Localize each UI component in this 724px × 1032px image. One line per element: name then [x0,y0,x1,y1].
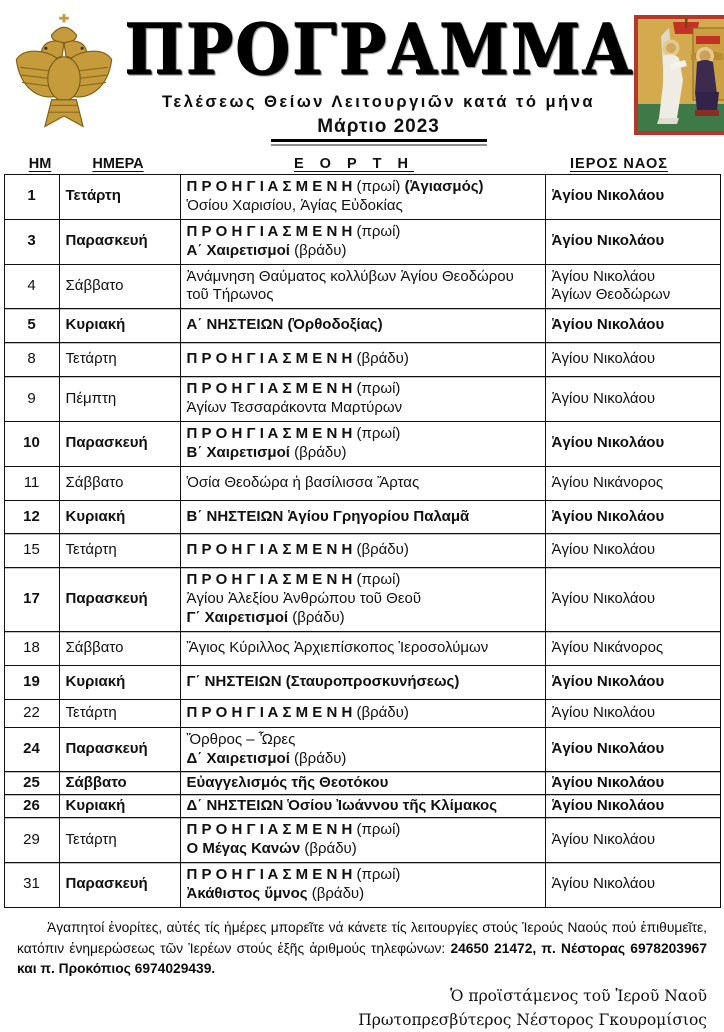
table-row [4,568,720,632]
church-cell [545,665,720,699]
feast-line: Β΄ Χαιρετισμοί (βράδυ) [186,443,347,461]
feast-line: Ἁγίου Ἀλεξίου Ἀνθρώπου τοῦ Θεοῦ [186,590,422,608]
table-row [4,219,720,264]
footer-notice [17,918,707,980]
feast-line: Ἀνάμνηση Θαύματος κολλύβων Ἁγίου Θεοδώρου [186,267,514,285]
feast-cell [180,175,545,220]
signature-block [17,984,707,1032]
church-line: Ἁγίου Νικολάου [551,773,665,791]
table-row [4,421,720,466]
church-cell [545,534,720,568]
feast-line: Γ΄ Χαιρετισμοί (βράδυ) [186,609,345,627]
signature-name: Πρωτοπρεσβύτερος Νέστορος Γκουρομίσιος [358,1010,707,1029]
day-number-cell: 18 [4,632,59,666]
feast-line: Π Ρ Ο Η Γ Ι Α Σ Μ Ε Ν Η (πρωί) [186,380,401,398]
feast-line: Ὁσίου Χαρισίου, Ἁγίας Εὐδοκίας [186,196,403,214]
feast-cell [180,309,545,343]
church-cell [545,264,720,309]
day-number-cell: 5 [4,309,59,343]
day-number-cell: 9 [4,377,59,422]
byzantine-double-headed-eagle-icon [6,8,124,141]
weekday-cell: Παρασκευή [59,863,180,908]
feast-cell [180,772,545,795]
feast-cell [180,219,545,264]
day-number-cell: 24 [4,727,59,772]
table-row [4,795,720,818]
weekday-cell: Τετάρτη [59,699,180,727]
weekday-cell: Σάββατο [59,466,180,500]
table-row [4,534,720,568]
table-row [4,632,720,666]
table-row [4,175,720,220]
table-row [4,500,720,534]
table-row [4,343,720,377]
day-number-cell: 22 [4,699,59,727]
weekday-cell: Παρασκευή [59,421,180,466]
feast-cell [180,863,545,908]
feast-line: Π Ρ Ο Η Γ Ι Α Σ Μ Ε Ν Η (βράδυ) [186,541,409,559]
weekday-cell: Σάββατο [59,264,180,309]
weekday-cell: Τετάρτη [59,343,180,377]
church-cell [545,175,720,220]
page-title: ΠΡΟΓΡΑΜΜΑ [124,7,634,91]
church-line: Ἁγίου Νικολάου [551,740,665,758]
column-header-church: ΙΕΡΟΣ ΝΑΟΣ [570,156,668,172]
feast-line: τοῦ Τήρωνος [186,286,274,304]
document-header [0,0,724,146]
church-cell [545,772,720,795]
feast-cell [180,632,545,666]
feast-line: Α΄ ΝΗΣΤΕΙΩΝ (Ὀρθοδοξίας) [186,316,383,334]
church-line: Ἁγίου Νικολάου [551,541,656,559]
church-line: Ἁγίου Νικολάου [551,590,656,608]
table-row [4,377,720,422]
church-line: Ἁγίου Νικολάου [551,672,665,690]
weekday-cell: Κυριακή [59,795,180,818]
feast-line: Ἁγίων Τεσσαράκοντα Μαρτύρων [186,399,403,417]
feast-line: Π Ρ Ο Η Γ Ι Α Σ Μ Ε Ν Η (βράδυ) [186,703,409,721]
church-cell [545,500,720,534]
church-line: Ἁγίου Νικολάου [551,796,665,814]
church-line: Ἁγίου Νικολάου [551,875,656,893]
church-cell [545,421,720,466]
feast-line: Π Ρ Ο Η Γ Ι Α Σ Μ Ε Ν Η (πρωί) (Ἁγιασμός) [186,178,484,195]
notice-text: Ἀγαπητοί ἐνορίτες, αὐτές τίς ἡμέρες μπορεῖτε νά κάνετε τίς λειτουργίες στούς Ἱερούς Ναούς πού ἐπιθυμεῖτε, κατόπιν ἐνημερώσεως τῶν Ἱερέων στούς ἑξῆς ἀριθμούς τηλεφώνων: [17,919,707,956]
day-number-cell: 31 [4,863,59,908]
feast-line: Π Ρ Ο Η Γ Ι Α Σ Μ Ε Ν Η (πρωί) [186,866,401,884]
church-line: Ἁγίου Νικολάου [551,350,656,368]
feast-line: Π Ρ Ο Η Γ Ι Α Σ Μ Ε Ν Η (βράδυ) [186,350,409,368]
church-line: Ἁγίου Νικολάου [551,830,656,848]
program-table [4,174,721,908]
annunciation-icon [633,8,724,141]
church-cell [545,219,720,264]
table-row [4,818,720,863]
day-number-cell: 15 [4,534,59,568]
weekday-cell: Τετάρτη [59,534,180,568]
feast-line: Α΄ Χαιρετισμοί (βράδυ) [186,241,347,259]
feast-cell [180,795,545,818]
notice-phones: 24650 21472, π. Νέστορας 6978203967 και π. Προκόπιος 6974029439. [17,940,707,977]
weekday-cell: Τετάρτη [59,175,180,220]
day-number-cell: 25 [4,772,59,795]
feast-cell [180,727,545,772]
feast-line: Π Ρ Ο Η Γ Ι Α Σ Μ Ε Ν Η (πρωί) [186,222,401,240]
feast-cell [180,699,545,727]
feast-cell [180,343,545,377]
day-number-cell: 12 [4,500,59,534]
day-number-cell: 1 [4,175,59,220]
church-line: Ἁγίου Νικολάου [551,389,656,407]
feast-line: Γ΄ ΝΗΣΤΕΙΩΝ (Σταυροπροσκυνήσεως) [186,672,460,690]
day-number-cell: 3 [4,219,59,264]
church-cell [545,466,720,500]
feast-line: Δ΄ Χαιρετισμοί (βράδυ) [186,749,347,767]
feast-line: Ὁσία Θεοδώρα ἡ βασίλισσα Ἄρτας [186,473,420,491]
table-row [4,466,720,500]
church-line: Ἁγίου Νικάνορος [551,473,664,491]
feast-cell [180,466,545,500]
column-header-weekday: ΗΜΕΡΑ [92,156,144,172]
weekday-cell: Τετάρτη [59,818,180,863]
church-cell [545,632,720,666]
feast-line: Β΄ ΝΗΣΤΕΙΩΝ Ἁγίου Γρηγορίου Παλαμᾶ [186,507,470,525]
church-line: Ἁγίου Νικολάου [551,507,665,525]
page-subtitle: Τελέσεως Θείων Λειτουργιῶν κατά τό μήνα [162,93,596,111]
feast-line: Π Ρ Ο Η Γ Ι Α Σ Μ Ε Ν Η (πρωί) [186,424,401,442]
day-number-cell: 17 [4,568,59,632]
feast-cell [180,500,545,534]
day-number-cell: 19 [4,665,59,699]
feast-line: Ἀκάθιστος ὕμνος (βράδυ) [186,884,365,902]
title-block [124,8,633,146]
church-cell [545,309,720,343]
church-line: Ἁγίου Νικολάου [551,187,665,205]
weekday-cell: Παρασκευή [59,568,180,632]
table-row [4,699,720,727]
weekday-cell: Κυριακή [59,500,180,534]
weekday-cell: Σάββατο [59,772,180,795]
column-header-day: ΗΜ [28,156,52,172]
church-line: Ἁγίου Νικολάου [551,703,656,721]
table-row [4,772,720,795]
church-cell [545,727,720,772]
feast-cell [180,534,545,568]
church-cell [545,377,720,422]
church-cell [545,568,720,632]
feast-line: Ἅγιος Κύριλλος Ἀρχιεπίσκοπος Ἱεροσολύμων [186,639,489,657]
table-row [4,863,720,908]
feast-cell [180,665,545,699]
weekday-cell: Παρασκευή [59,727,180,772]
church-line: Ἁγίου Νικολάου [551,232,665,250]
church-cell [545,699,720,727]
weekday-cell: Πέμπτη [59,377,180,422]
weekday-cell: Κυριακή [59,309,180,343]
weekday-cell: Παρασκευή [59,219,180,264]
weekday-cell: Κυριακή [59,665,180,699]
table-row [4,309,720,343]
church-cell [545,795,720,818]
day-number-cell: 26 [4,795,59,818]
feast-line: Ὄρθρος – Ὧρες [186,730,296,748]
church-cell [545,818,720,863]
church-cell [545,343,720,377]
weekday-cell: Σάββατο [59,632,180,666]
feast-line: Δ΄ ΝΗΣΤΕΙΩΝ Ὁσίου Ἰωάννου τῆς Κλίμακος [186,796,498,814]
table-row [4,264,720,309]
feast-cell [180,421,545,466]
church-line: Ἁγίου Νικολάου [551,434,665,452]
church-line: Ἁγίων Θεοδώρων [551,286,671,304]
feast-cell [180,377,545,422]
day-number-cell: 11 [4,466,59,500]
feast-line: Ο Μέγας Κανών (βράδυ) [186,840,357,858]
feast-cell [180,264,545,309]
day-number-cell: 8 [4,343,59,377]
day-number-cell: 4 [4,264,59,309]
church-cell [545,863,720,908]
church-line: Ἁγίου Νικολάου [551,316,665,334]
signature-role: Ὁ προϊστάμενος τοῦ Ἱεροῦ Ναοῦ [450,986,707,1005]
table-column-headers [18,156,706,172]
day-number-cell: 10 [4,421,59,466]
month-label: Μάρτιο 2023 [317,116,440,137]
feast-line: Π Ρ Ο Η Γ Ι Α Σ Μ Ε Ν Η (πρωί) [186,571,401,589]
feast-line: Εὐαγγελισμός τῆς Θεοτόκου [186,773,389,791]
column-header-feast: Ε Ο Ρ Τ Η [293,156,415,172]
feast-cell [180,818,545,863]
feast-line: Π Ρ Ο Η Γ Ι Α Σ Μ Ε Ν Η (πρωί) [186,821,401,839]
month-underline [271,139,487,146]
day-number-cell: 29 [4,818,59,863]
table-row [4,727,720,772]
table-row [4,665,720,699]
program-table-body [4,175,720,908]
church-line: Ἁγίου Νικάνορος [551,639,664,657]
church-line: Ἁγίου Νικολάου [551,267,656,285]
feast-cell [180,568,545,632]
